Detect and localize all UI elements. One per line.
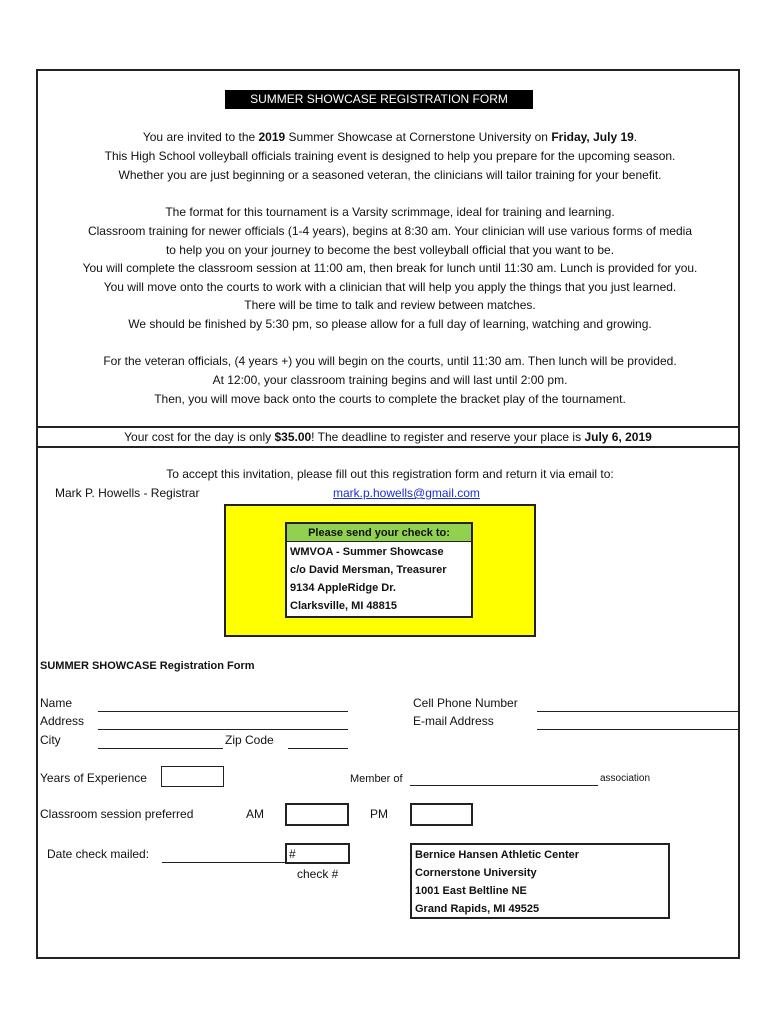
accept-instruction: To accept this invitation, please fill out this registration form and return it via email to: — [166, 467, 614, 481]
format-line: to help you on your journey to become the best volleyball official that you want to be. — [165, 243, 615, 257]
venue-line: Cornerstone University — [415, 867, 537, 879]
email-label: E-mail Address — [413, 714, 494, 728]
intro-text: Summer Showcase at Cornerstone University on — [285, 130, 552, 144]
format-line: The format for this tournament is a Varsity scrimmage, ideal for training and learning. — [165, 205, 615, 219]
check-address-line: c/o David Mersman, Treasurer — [290, 564, 447, 576]
check-header: Please send your check to: — [287, 524, 471, 542]
city-label: City — [40, 733, 61, 747]
format-line: You will move onto the courts to work with a clinician that will help you apply the things that you just learned. — [103, 280, 677, 294]
form-heading — [40, 657, 255, 674]
intro-text: You are invited to the — [142, 130, 259, 144]
cost-text: Your cost for the day is only — [124, 430, 275, 444]
am-checkbox[interactable] — [285, 803, 349, 826]
intro-line-1 — [40, 128, 740, 147]
address-label: Address — [40, 714, 85, 728]
page-title: SUMMER SHOWCASE REGISTRATION FORM — [225, 90, 533, 109]
check-address-line: 9134 AppleRidge Dr. — [290, 582, 396, 594]
member-label: Member of — [350, 773, 403, 785]
veteran-line: For the veteran officials, (4 years +) you will begin on the courts, until 11:30 am. Then lunch will be provided. — [103, 354, 677, 368]
venue-line: Grand Rapids, MI 49525 — [415, 903, 540, 915]
pm-label: PM — [370, 807, 388, 821]
event-year: 2019 — [258, 130, 286, 144]
venue-address — [410, 843, 670, 919]
format-line: We should be finished by 5:30 pm, so please allow for a full day of learning, watching and growing. — [128, 317, 652, 331]
check-mailing-address — [285, 522, 473, 618]
cost-amount: $35.00 — [274, 430, 312, 444]
hash-text: # — [289, 847, 296, 861]
intro-text: . — [633, 130, 638, 144]
format-line: You will complete the classroom session at 11:00 am, then break for lunch until 11:30 am. Lunch is provided for you. — [82, 261, 698, 275]
pm-checkbox[interactable] — [410, 803, 473, 826]
years-label: Years of Experience — [40, 771, 147, 785]
check-address-line: Clarksville, MI 48815 — [290, 600, 398, 612]
format-line: Classroom training for newer officials (1-4 years), begins at 8:30 am. Your clinician will use various forms of media — [87, 224, 693, 238]
form-heading-rest: Registration Form — [156, 660, 255, 672]
format-line: There will be time to talk and review between matches. — [244, 298, 536, 312]
date-mailed-label: Date check mailed: — [47, 847, 150, 861]
association-label: association — [600, 773, 651, 784]
registrar-email-link[interactable]: mark.p.howells@gmail.com — [333, 486, 480, 500]
address-field[interactable] — [98, 729, 348, 730]
name-field[interactable] — [98, 711, 348, 712]
check-number-input[interactable] — [285, 843, 350, 864]
member-association-field[interactable] — [410, 785, 598, 786]
deadline-date: July 6, 2019 — [584, 430, 652, 444]
classroom-label: Classroom session preferred — [40, 807, 194, 821]
date-mailed-field[interactable] — [162, 862, 285, 863]
years-experience-input[interactable] — [161, 766, 224, 787]
cost-line — [38, 428, 738, 446]
cell-phone-label: Cell Phone Number — [413, 696, 518, 710]
zip-field[interactable] — [288, 748, 348, 749]
city-field[interactable] — [98, 748, 223, 749]
event-date: Friday, July 19 — [551, 130, 634, 144]
venue-line: 1001 East Beltline NE — [415, 885, 527, 897]
veteran-line: Then, you will move back onto the courts to complete the bracket play of the tournament. — [154, 392, 626, 406]
form-heading-bold: SUMMER SHOWCASE — [40, 660, 157, 672]
veteran-line: At 12:00, your classroom training begins and will last until 2:00 pm. — [212, 373, 568, 387]
cost-text: ! The deadline to register and reserve your place is — [311, 430, 585, 444]
am-label: AM — [246, 807, 264, 821]
intro-line-3: Whether you are just beginning or a seasoned veteran, the clinicians will tailor training for your benefit. — [118, 168, 662, 182]
check-address-line: WMVOA - Summer Showcase — [290, 546, 444, 558]
name-label: Name — [40, 696, 73, 710]
divider — [36, 446, 740, 448]
intro-line-2: This High School volleyball officials training event is designed to help you prepare for the upcoming season. — [104, 149, 676, 163]
check-number-label: check # — [297, 867, 339, 881]
venue-line: Bernice Hansen Athletic Center — [415, 849, 580, 861]
zip-label: Zip Code — [225, 733, 274, 747]
cell-phone-field[interactable] — [537, 711, 740, 712]
email-field[interactable] — [537, 729, 740, 730]
registrar-name: Mark P. Howells - Registrar — [55, 486, 200, 500]
